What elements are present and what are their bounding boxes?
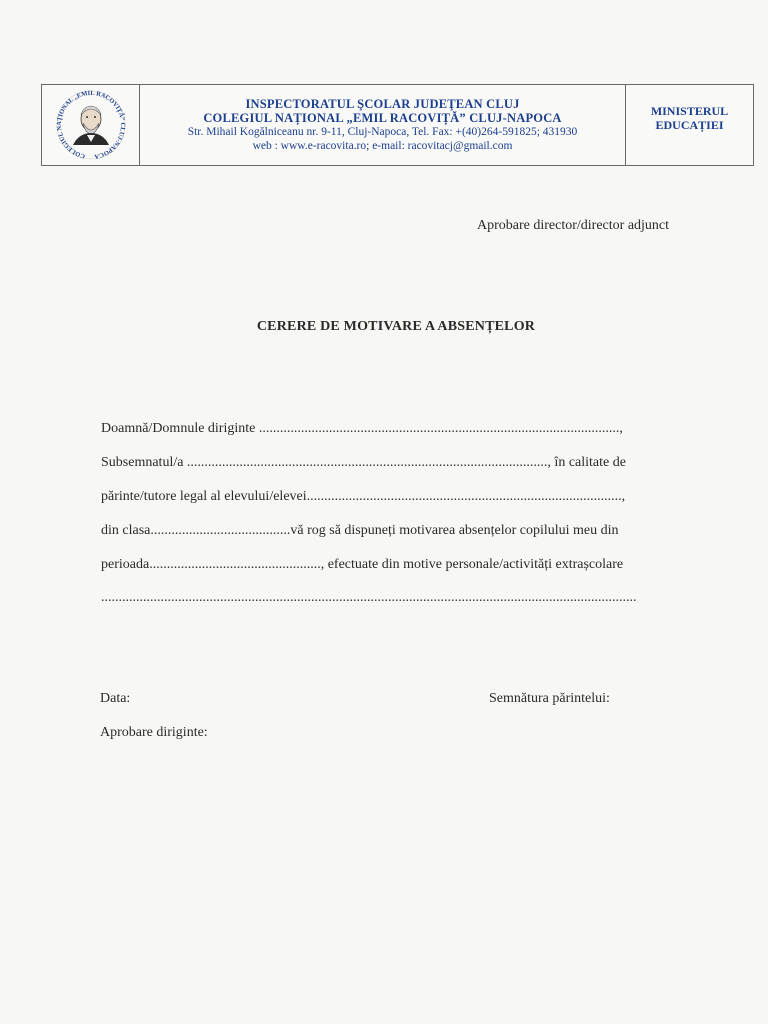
form-line-class: din clasa........................................vă rog să dispuneți motivarea absențelor copilului meu din xyxy=(101,523,619,538)
document-title: CERERE DE MOTIVARE A ABSENȚELOR xyxy=(256,319,536,334)
logo-ring-text: COLEGIUL NAȚIONAL „EMIL RACOVIȚĂ” CLUJ-NAPOCA xyxy=(55,89,126,160)
form-line-student: părinte/tutore legal al elevului/elevei.........................................................................................., xyxy=(101,489,626,504)
school-contact: web : www.e-racovita.ro; e-mail: racovitacj@gmail.com xyxy=(252,140,513,152)
parent-signature-label: Semnătura părintelui: xyxy=(489,691,610,706)
director-approval-label: Aprobare director/director adjunct xyxy=(477,218,670,233)
form-line-period: perioada................................................., efectuate din motive personale/activități extrașcolare xyxy=(101,557,624,572)
form-teacher-approval-label: Aprobare diriginte: xyxy=(100,725,208,740)
form-line-addressee: Doamnă/Domnule diriginte ......................................................................................................., xyxy=(101,421,623,436)
school-logo-cell xyxy=(42,85,140,165)
form-line-blank: ......................................................................................................................................................... xyxy=(101,590,637,605)
school-name: COLEGIUL NAȚIONAL „EMIL RACOVIȚĂ” CLUJ-NAPOCA xyxy=(203,111,562,125)
letterhead-text xyxy=(140,85,626,165)
form-line-undersigned: Subsemnatul/a ......................................................................................................., în calitate de xyxy=(101,455,626,470)
date-label: Data: xyxy=(100,691,131,706)
school-address: Str. Mihail Kogălniceanu nr. 9-11, Cluj-Napoca, Tel. Fax: +(40)264-591825; 431930 xyxy=(187,126,578,138)
inspectorate-name: INSPECTORATUL ŞCOLAR JUDEŢEAN CLUJ xyxy=(245,97,520,111)
ministry-line2: EDUCAȚIEI xyxy=(655,118,724,132)
ministry-cell xyxy=(626,85,753,165)
ministry-line1: MINISTERUL xyxy=(650,104,729,118)
letterhead xyxy=(41,84,754,166)
school-logo-icon xyxy=(49,87,133,163)
